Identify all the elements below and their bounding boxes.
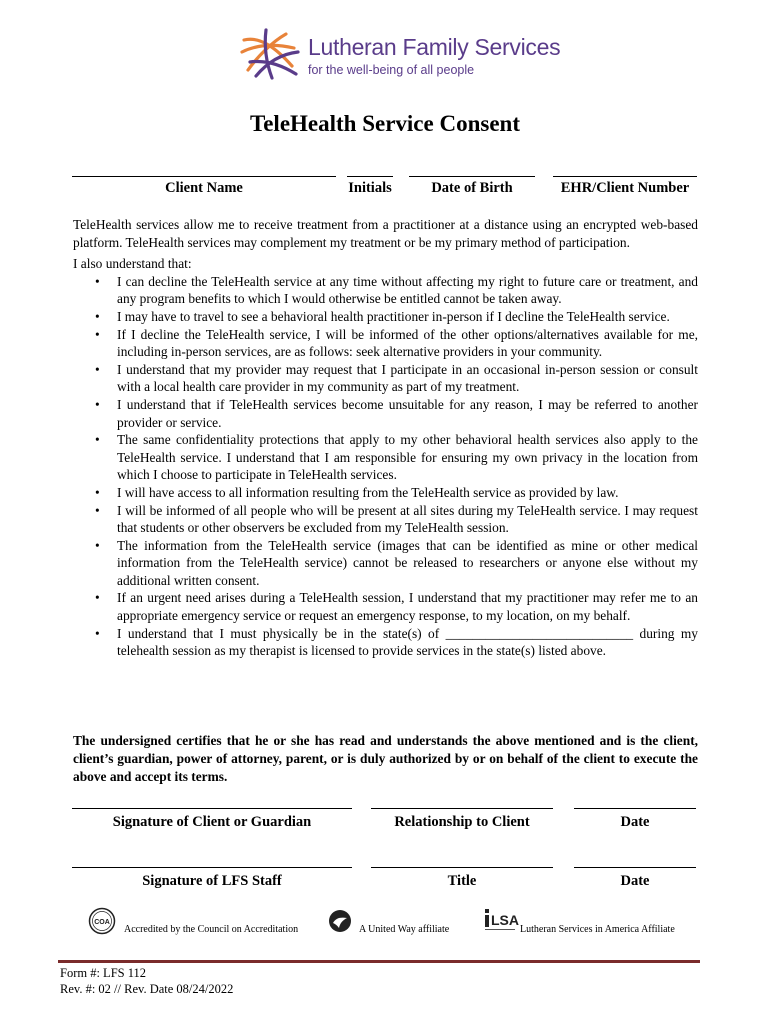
staff-signature-field[interactable]: Signature of LFS Staff — [72, 867, 352, 890]
bullet-icon: • — [95, 273, 100, 289]
date-of-birth-field[interactable]: Date of Birth — [409, 176, 535, 197]
united-way-logo-icon — [328, 909, 352, 933]
bullet-icon: • — [95, 625, 100, 641]
lsa-affiliation: Lutheran Services in America Affiliate — [520, 924, 675, 935]
list-item: • I understand that if TeleHealth services become unsuitable for any reason, I may be referred to another provider or service. — [95, 396, 698, 430]
footer-divider — [58, 960, 700, 963]
client-date-field[interactable]: Date — [574, 808, 696, 831]
list-item: • If an urgent need arises during a TeleHealth session, I understand that my practitioner may refer me to an appropriate emergency service or request an emergency response, to my location, on my behalf. — [95, 590, 698, 624]
state-of-residence-field[interactable]: I understand that I must physically be in the state(s) of ____________________________ during my telehealth session as my therapist is licensed to provide services in the state(s) listed above. — [117, 625, 698, 659]
list-item: • I will have access to all information resulting from the TeleHealth service as provided by law. — [95, 484, 619, 500]
lfs-logo — [236, 26, 561, 82]
list-item: • I will be informed of all people who will be present at all sites during my TeleHealth service. I may request that students or other observers be excluded from my TeleHealth session. — [95, 502, 698, 536]
ehr-client-number-field[interactable]: EHR/Client Number — [553, 176, 697, 197]
initials-field[interactable]: Initials — [347, 176, 393, 197]
list-item: • The information from the TeleHealth service (images that can be identified as mine or other medical information from the TeleHealth service) cannot be released to researchers or anyone else without my additional written consent. — [95, 537, 698, 588]
bullet-icon: • — [95, 590, 100, 606]
certification-statement: The undersigned certifies that he or she has read and understands the above mentioned and is the client, client’s guardian, power of attorney, parent, or is duly authorized by or on behalf of the client to execute the above and accept its terms. — [73, 733, 698, 784]
united-way-affiliation: A United Way affiliate — [359, 924, 450, 935]
list-item: • The same confidentiality protections that apply to my other behavioral health services also apply to the TeleHealth service. I understand that I am responsible for ensuring my own privacy in the location from which I choose to participate in TeleHealth services. — [95, 432, 698, 483]
consent-bullet-list — [73, 273, 698, 660]
consent-body — [73, 216, 698, 660]
client-signature-field[interactable]: Signature of Client or Guardian — [72, 808, 352, 831]
staff-title-field[interactable]: Title — [371, 867, 553, 890]
org-name: Lutheran Family Services — [308, 34, 561, 60]
list-item: • If I decline the TeleHealth service, I will be informed of the other options/alternatives available for me, including in-person services, are as follows: seek alternative providers in your community. — [95, 326, 698, 360]
bullet-icon: • — [95, 432, 100, 448]
also-understand-heading: I also understand that: — [73, 256, 192, 272]
bullet-icon: • — [95, 308, 100, 324]
revision-info: Rev. #: 02 // Rev. Date 08/24/2022 — [60, 982, 234, 996]
form-number: Form #: LFS 112 — [60, 966, 147, 980]
coa-affiliation: Accredited by the Council on Accreditation — [124, 924, 299, 935]
bullet-icon: • — [95, 361, 100, 377]
client-name-field[interactable]: Client Name — [72, 176, 336, 197]
coa-seal-icon — [88, 907, 116, 935]
list-item: • I understand that my provider may request that I participate in an occasional in-person session or consult with a local health care provider in my community as part of my treatment. — [95, 361, 698, 395]
bullet-icon: • — [95, 537, 100, 553]
relationship-field[interactable]: Relationship to Client — [371, 808, 553, 831]
lsa-logo-icon — [484, 907, 520, 933]
list-item: • I can decline the TeleHealth service at any time without affecting my right to future care or treatment, and any program benefits to which I would otherwise be entitled cannot be taken away. — [95, 273, 698, 307]
coa-seal-text: COA — [94, 919, 110, 926]
lfs-logo-icon — [236, 26, 300, 82]
bullet-icon: • — [95, 326, 100, 342]
bullet-icon: • — [95, 396, 100, 412]
intro-paragraph: TeleHealth services allow me to receive treatment from a practitioner at a distance using an encrypted web-based platform. TeleHealth services may complement my treatment or be my primary method of participation. — [73, 217, 698, 250]
form-footer — [60, 965, 233, 997]
staff-date-field[interactable]: Date — [574, 867, 696, 890]
org-tagline: for the well-being of all people — [308, 63, 475, 77]
document-title: TeleHealth Service Consent — [249, 111, 520, 136]
bullet-icon: • — [95, 502, 100, 518]
list-item: • I may have to travel to see a behavioral health practitioner in-person if I decline the TeleHealth service. — [95, 308, 670, 324]
list-item — [73, 625, 698, 660]
lsa-logo-text: LSA — [491, 912, 519, 928]
bullet-icon: • — [95, 484, 100, 500]
